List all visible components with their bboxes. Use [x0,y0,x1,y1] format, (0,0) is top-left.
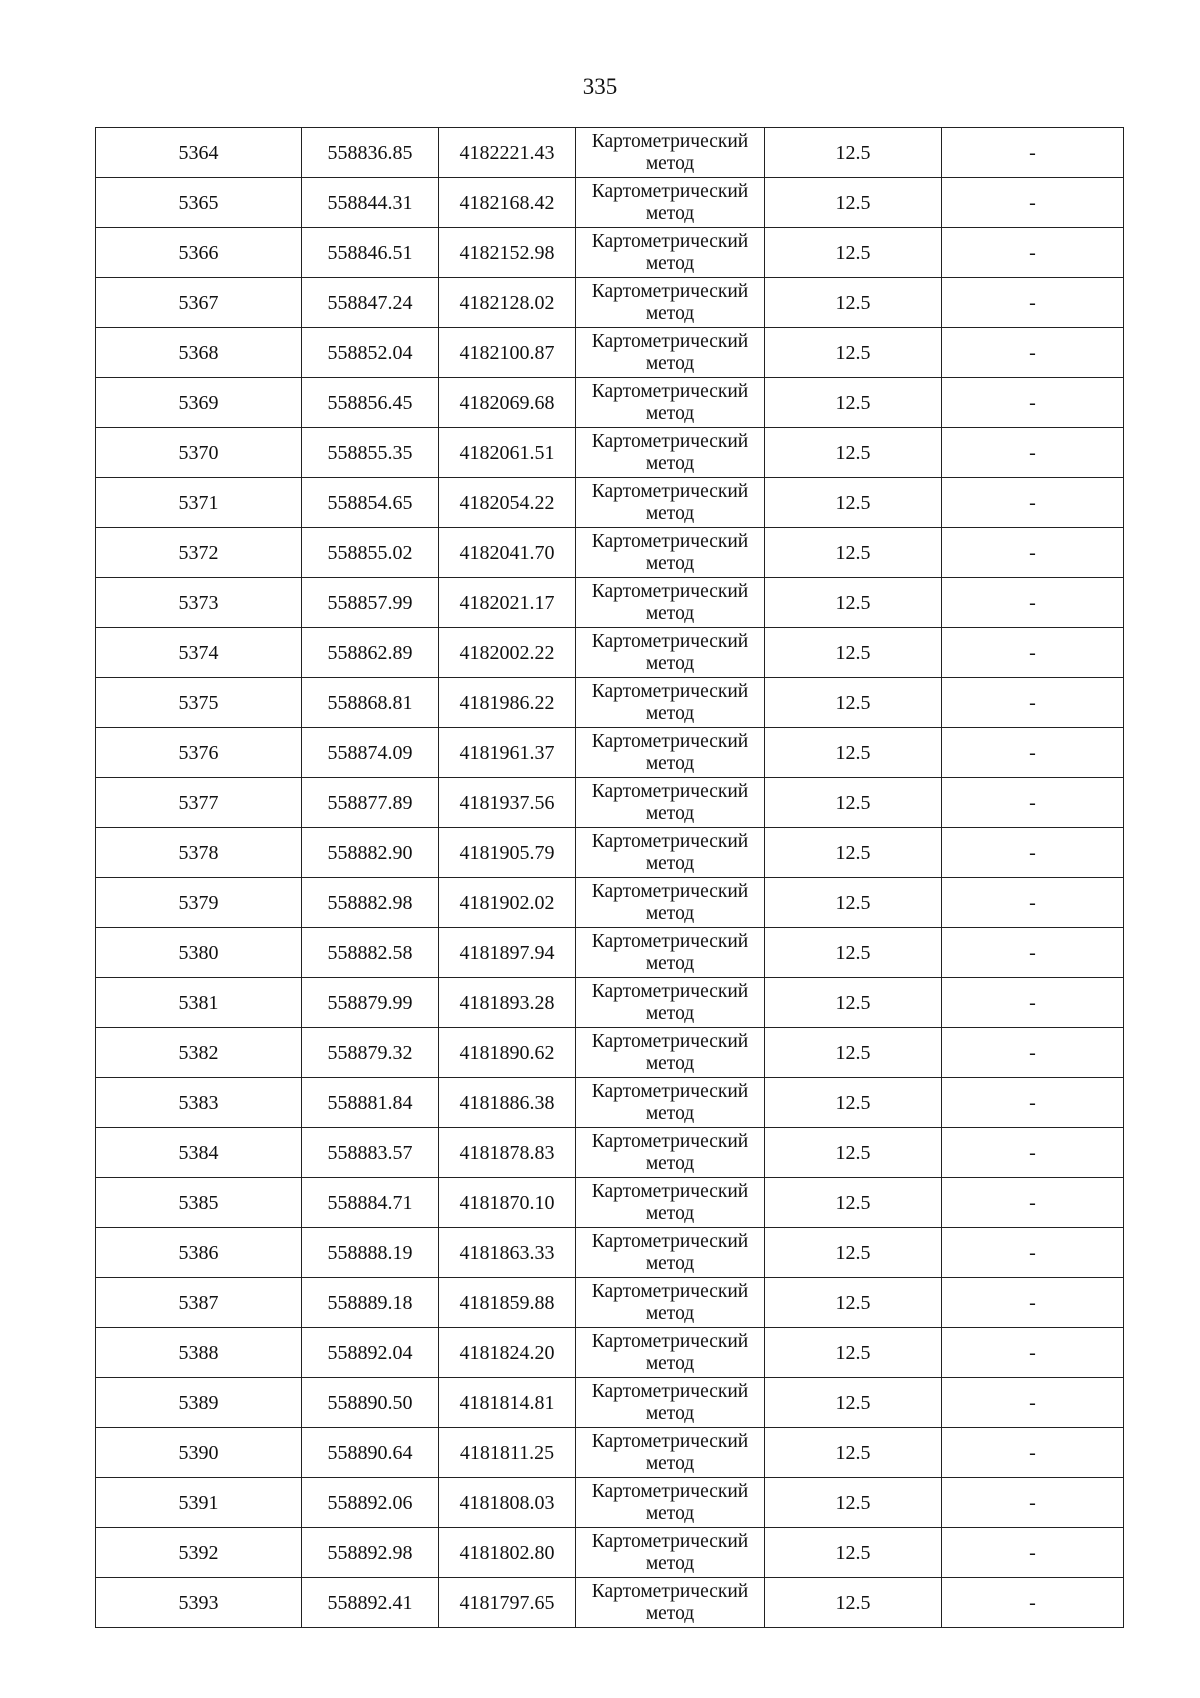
method-cell [576,928,765,978]
table-row [96,828,1124,878]
point-number-cell: 5385 [96,1178,302,1228]
note-cell: - [942,1178,1124,1228]
point-number-cell: 5379 [96,878,302,928]
y-coordinate-cell: 4181897.94 [439,928,576,978]
point-number-cell: 5392 [96,1528,302,1578]
method-cell [576,1178,765,1228]
x-coordinate-cell: 558856.45 [302,378,439,428]
method-line1: Картометрический [591,630,749,652]
point-number-cell: 5380 [96,928,302,978]
method-cell [576,328,765,378]
x-coordinate-cell: 558836.85 [302,128,439,178]
x-coordinate-cell: 558846.51 [302,228,439,278]
method-line1: Картометрический [591,230,749,252]
table-row [96,378,1124,428]
method-line1: Картометрический [591,1130,749,1152]
x-coordinate-cell: 558882.98 [302,878,439,928]
table-row [96,328,1124,378]
point-number-cell: 5366 [96,228,302,278]
accuracy-cell: 12.5 [765,678,942,728]
note-cell: - [942,328,1124,378]
method-line1: Картометрический [591,1330,749,1352]
y-coordinate-cell: 4181905.79 [439,828,576,878]
y-coordinate-cell: 4182152.98 [439,228,576,278]
method-cell [576,778,765,828]
y-coordinate-cell: 4181863.33 [439,1228,576,1278]
point-number-cell: 5386 [96,1228,302,1278]
accuracy-cell: 12.5 [765,278,942,328]
coordinates-table-body [96,128,1124,1628]
x-coordinate-cell: 558844.31 [302,178,439,228]
point-number-cell: 5364 [96,128,302,178]
point-number-cell: 5367 [96,278,302,328]
table-row [96,928,1124,978]
accuracy-cell: 12.5 [765,528,942,578]
method-line2: метод [645,352,695,374]
y-coordinate-cell: 4181961.37 [439,728,576,778]
method-cell [576,428,765,478]
method-line2: метод [645,552,695,574]
table-row [96,1528,1124,1578]
method-line1: Картометрический [591,480,749,502]
method-cell [576,478,765,528]
point-number-cell: 5391 [96,1478,302,1528]
table-row [96,678,1124,728]
method-line2: метод [645,1052,695,1074]
table-row [96,1578,1124,1628]
method-line2: метод [645,202,695,224]
method-line2: метод [645,752,695,774]
accuracy-cell: 12.5 [765,228,942,278]
accuracy-cell: 12.5 [765,728,942,778]
x-coordinate-cell: 558868.81 [302,678,439,728]
method-cell [576,678,765,728]
note-cell: - [942,1028,1124,1078]
method-line1: Картометрический [591,730,749,752]
point-number-cell: 5383 [96,1078,302,1128]
point-number-cell: 5369 [96,378,302,428]
accuracy-cell: 12.5 [765,578,942,628]
note-cell: - [942,1428,1124,1478]
method-line2: метод [645,1402,695,1424]
x-coordinate-cell: 558879.99 [302,978,439,1028]
point-number-cell: 5372 [96,528,302,578]
method-cell [576,728,765,778]
method-cell [576,828,765,878]
method-line2: метод [645,1002,695,1024]
x-coordinate-cell: 558881.84 [302,1078,439,1128]
method-line1: Картометрический [591,1080,749,1102]
note-cell: - [942,628,1124,678]
method-cell [576,1228,765,1278]
y-coordinate-cell: 4182054.22 [439,478,576,528]
method-cell [576,278,765,328]
accuracy-cell: 12.5 [765,1378,942,1428]
method-line2: метод [645,502,695,524]
method-line1: Картометрический [591,880,749,902]
accuracy-cell: 12.5 [765,1478,942,1528]
method-line1: Картометрический [591,780,749,802]
method-cell [576,528,765,578]
y-coordinate-cell: 4182002.22 [439,628,576,678]
x-coordinate-cell: 558874.09 [302,728,439,778]
note-cell: - [942,928,1124,978]
method-line2: метод [645,1252,695,1274]
note-cell: - [942,528,1124,578]
point-number-cell: 5377 [96,778,302,828]
table-row [96,428,1124,478]
point-number-cell: 5371 [96,478,302,528]
table-row [96,478,1124,528]
y-coordinate-cell: 4181859.88 [439,1278,576,1328]
point-number-cell: 5374 [96,628,302,678]
method-line2: метод [645,1502,695,1524]
accuracy-cell: 12.5 [765,128,942,178]
table-row [96,778,1124,828]
table-row [96,1278,1124,1328]
y-coordinate-cell: 4181808.03 [439,1478,576,1528]
point-number-cell: 5375 [96,678,302,728]
method-line2: метод [645,702,695,724]
method-line2: метод [645,952,695,974]
method-line1: Картометрический [591,1030,749,1052]
note-cell: - [942,878,1124,928]
y-coordinate-cell: 4181937.56 [439,778,576,828]
method-cell [576,1428,765,1478]
y-coordinate-cell: 4182061.51 [439,428,576,478]
note-cell: - [942,1578,1124,1628]
accuracy-cell: 12.5 [765,628,942,678]
accuracy-cell: 12.5 [765,328,942,378]
note-cell: - [942,128,1124,178]
note-cell: - [942,1478,1124,1528]
x-coordinate-cell: 558852.04 [302,328,439,378]
note-cell: - [942,1078,1124,1128]
table-row [96,1478,1124,1528]
note-cell: - [942,1278,1124,1328]
note-cell: - [942,278,1124,328]
note-cell: - [942,178,1124,228]
method-line1: Картометрический [591,180,749,202]
method-line1: Картометрический [591,1430,749,1452]
method-line2: метод [645,652,695,674]
note-cell: - [942,778,1124,828]
point-number-cell: 5381 [96,978,302,1028]
method-cell [576,628,765,678]
accuracy-cell: 12.5 [765,1028,942,1078]
accuracy-cell: 12.5 [765,378,942,428]
point-number-cell: 5388 [96,1328,302,1378]
method-line2: метод [645,1352,695,1374]
x-coordinate-cell: 558889.18 [302,1278,439,1328]
method-line1: Картометрический [591,1280,749,1302]
method-line2: метод [645,402,695,424]
point-number-cell: 5393 [96,1578,302,1628]
method-cell [576,228,765,278]
point-number-cell: 5368 [96,328,302,378]
accuracy-cell: 12.5 [765,178,942,228]
accuracy-cell: 12.5 [765,1228,942,1278]
method-cell [576,128,765,178]
x-coordinate-cell: 558890.64 [302,1428,439,1478]
accuracy-cell: 12.5 [765,1578,942,1628]
method-cell [576,878,765,928]
accuracy-cell: 12.5 [765,1528,942,1578]
note-cell: - [942,578,1124,628]
method-cell [576,1528,765,1578]
method-line1: Картометрический [591,430,749,452]
point-number-cell: 5389 [96,1378,302,1428]
note-cell: - [942,478,1124,528]
note-cell: - [942,228,1124,278]
method-line1: Картометрический [591,380,749,402]
y-coordinate-cell: 4182041.70 [439,528,576,578]
note-cell: - [942,678,1124,728]
accuracy-cell: 12.5 [765,928,942,978]
method-line2: метод [645,252,695,274]
table-row [96,728,1124,778]
table-row [96,1078,1124,1128]
method-cell [576,1378,765,1428]
method-line1: Картометрический [591,280,749,302]
method-cell [576,1578,765,1628]
method-line2: метод [645,302,695,324]
method-line2: метод [645,1302,695,1324]
table-row [96,1028,1124,1078]
table-row [96,228,1124,278]
table-row [96,278,1124,328]
method-line1: Картометрический [591,680,749,702]
point-number-cell: 5382 [96,1028,302,1078]
method-line1: Картометрический [591,130,749,152]
note-cell: - [942,378,1124,428]
x-coordinate-cell: 558892.98 [302,1528,439,1578]
method-line2: метод [645,152,695,174]
table-row [96,978,1124,1028]
method-line2: метод [645,452,695,474]
point-number-cell: 5376 [96,728,302,778]
method-line1: Картометрический [591,1380,749,1402]
table-row [96,1128,1124,1178]
y-coordinate-cell: 4182069.68 [439,378,576,428]
table-row [96,1328,1124,1378]
note-cell: - [942,828,1124,878]
point-number-cell: 5378 [96,828,302,878]
method-cell [576,1028,765,1078]
method-cell [576,978,765,1028]
method-line1: Картометрический [591,1530,749,1552]
x-coordinate-cell: 558882.58 [302,928,439,978]
method-line1: Картометрический [591,580,749,602]
method-cell [576,1128,765,1178]
method-line2: метод [645,602,695,624]
point-number-cell: 5373 [96,578,302,628]
method-line1: Картометрический [591,330,749,352]
note-cell: - [942,728,1124,778]
y-coordinate-cell: 4181878.83 [439,1128,576,1178]
accuracy-cell: 12.5 [765,828,942,878]
note-cell: - [942,978,1124,1028]
y-coordinate-cell: 4182168.42 [439,178,576,228]
method-line1: Картометрический [591,930,749,952]
accuracy-cell: 12.5 [765,1178,942,1228]
x-coordinate-cell: 558857.99 [302,578,439,628]
method-line1: Картометрический [591,1230,749,1252]
y-coordinate-cell: 4181893.28 [439,978,576,1028]
note-cell: - [942,428,1124,478]
accuracy-cell: 12.5 [765,1428,942,1478]
accuracy-cell: 12.5 [765,978,942,1028]
x-coordinate-cell: 558877.89 [302,778,439,828]
y-coordinate-cell: 4181886.38 [439,1078,576,1128]
point-number-cell: 5390 [96,1428,302,1478]
y-coordinate-cell: 4181870.10 [439,1178,576,1228]
y-coordinate-cell: 4181902.02 [439,878,576,928]
x-coordinate-cell: 558892.04 [302,1328,439,1378]
accuracy-cell: 12.5 [765,478,942,528]
table-row [96,628,1124,678]
method-cell [576,1478,765,1528]
method-cell [576,1278,765,1328]
y-coordinate-cell: 4182128.02 [439,278,576,328]
x-coordinate-cell: 558854.65 [302,478,439,528]
method-line1: Картометрический [591,1580,749,1602]
table-row [96,1378,1124,1428]
accuracy-cell: 12.5 [765,1328,942,1378]
y-coordinate-cell: 4182100.87 [439,328,576,378]
y-coordinate-cell: 4181797.65 [439,1578,576,1628]
y-coordinate-cell: 4181824.20 [439,1328,576,1378]
method-line2: метод [645,802,695,824]
x-coordinate-cell: 558882.90 [302,828,439,878]
table-row [96,178,1124,228]
method-line2: метод [645,1552,695,1574]
table-row [96,578,1124,628]
note-cell: - [942,1328,1124,1378]
method-line2: метод [645,1602,695,1624]
note-cell: - [942,1378,1124,1428]
method-line1: Картометрический [591,1480,749,1502]
accuracy-cell: 12.5 [765,1128,942,1178]
x-coordinate-cell: 558855.35 [302,428,439,478]
method-line1: Картометрический [591,980,749,1002]
method-line2: метод [645,1102,695,1124]
method-line2: метод [645,1152,695,1174]
method-line2: метод [645,1202,695,1224]
y-coordinate-cell: 4182221.43 [439,128,576,178]
y-coordinate-cell: 4181890.62 [439,1028,576,1078]
note-cell: - [942,1228,1124,1278]
table-row [96,1428,1124,1478]
y-coordinate-cell: 4181814.81 [439,1378,576,1428]
accuracy-cell: 12.5 [765,778,942,828]
method-cell [576,178,765,228]
point-number-cell: 5370 [96,428,302,478]
method-cell [576,378,765,428]
method-line1: Картометрический [591,830,749,852]
coordinates-table [95,127,1124,1628]
method-line1: Картометрический [591,530,749,552]
table-row [96,878,1124,928]
accuracy-cell: 12.5 [765,1278,942,1328]
method-line2: метод [645,902,695,924]
accuracy-cell: 12.5 [765,1078,942,1128]
y-coordinate-cell: 4181986.22 [439,678,576,728]
table-row [96,528,1124,578]
y-coordinate-cell: 4182021.17 [439,578,576,628]
x-coordinate-cell: 558883.57 [302,1128,439,1178]
y-coordinate-cell: 4181802.80 [439,1528,576,1578]
method-line2: метод [645,1452,695,1474]
x-coordinate-cell: 558892.06 [302,1478,439,1528]
accuracy-cell: 12.5 [765,428,942,478]
x-coordinate-cell: 558890.50 [302,1378,439,1428]
page-number: 335 [582,74,618,99]
table-row [96,1228,1124,1278]
table-row [96,1178,1124,1228]
method-cell [576,1328,765,1378]
accuracy-cell: 12.5 [765,878,942,928]
point-number-cell: 5387 [96,1278,302,1328]
method-line2: метод [645,852,695,874]
point-number-cell: 5384 [96,1128,302,1178]
x-coordinate-cell: 558888.19 [302,1228,439,1278]
y-coordinate-cell: 4181811.25 [439,1428,576,1478]
point-number-cell: 5365 [96,178,302,228]
x-coordinate-cell: 558862.89 [302,628,439,678]
x-coordinate-cell: 558855.02 [302,528,439,578]
method-cell [576,1078,765,1128]
note-cell: - [942,1128,1124,1178]
x-coordinate-cell: 558892.41 [302,1578,439,1628]
x-coordinate-cell: 558879.32 [302,1028,439,1078]
x-coordinate-cell: 558884.71 [302,1178,439,1228]
x-coordinate-cell: 558847.24 [302,278,439,328]
table-row [96,128,1124,178]
method-cell [576,578,765,628]
method-line1: Картометрический [591,1180,749,1202]
note-cell: - [942,1528,1124,1578]
